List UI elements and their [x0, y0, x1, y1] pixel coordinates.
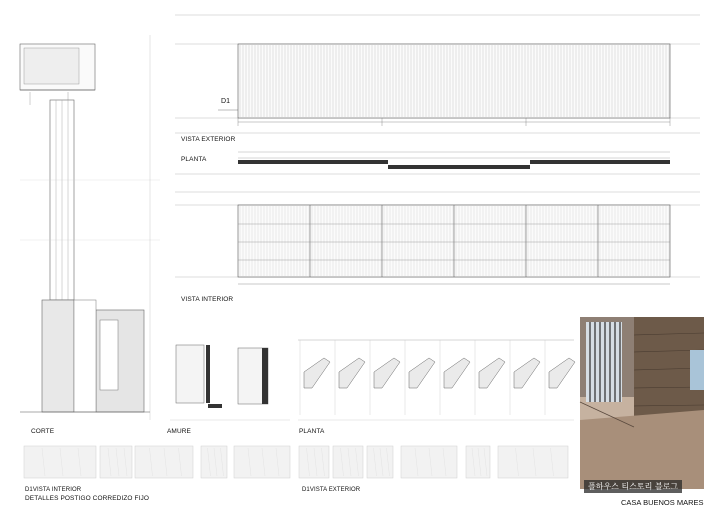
label-d1: D1	[221, 98, 231, 105]
label-d1-vista-interior: D1VISTA INTERIOR	[25, 487, 82, 493]
label-planta-top: PLANTA	[181, 156, 207, 163]
label-detalles: DETALLES POSTIGO CORREDIZO FIJO	[25, 495, 149, 502]
label-corte: CORTE	[31, 428, 55, 435]
label-amure: AMURE	[167, 428, 191, 435]
project-title: CASA BUENOS MARES	[621, 498, 704, 507]
label-vista-interior: VISTA INTERIOR	[181, 296, 234, 303]
label-planta-bottom: PLANTA	[299, 428, 325, 435]
label-vista-exterior: VISTA EXTERIOR	[181, 136, 236, 143]
label-d1-vista-exterior: D1VISTA EXTERIOR	[302, 487, 361, 493]
blog-watermark: 플하우스 티스토리 블로그	[584, 480, 682, 493]
